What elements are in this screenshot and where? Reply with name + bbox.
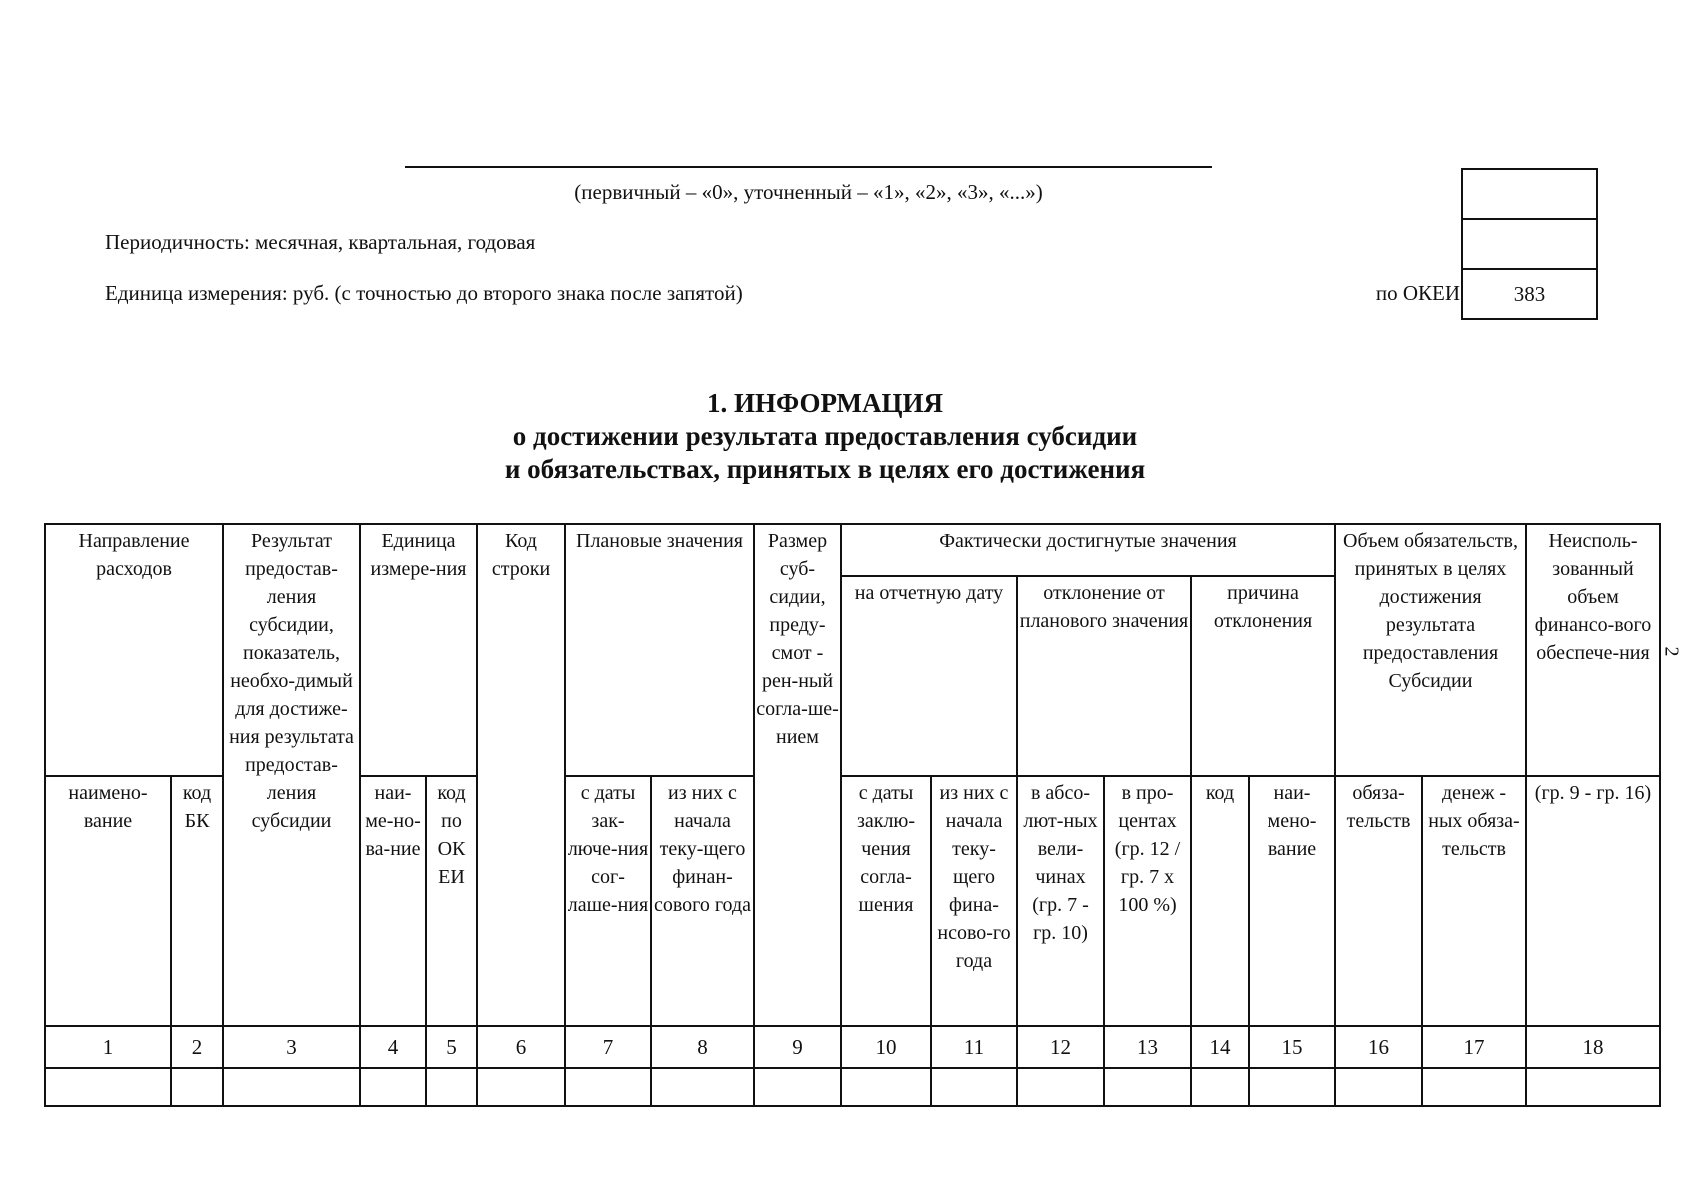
th-unused: Неисполь-зованный объем финансо-вого обеспече-ния: [1526, 524, 1660, 776]
code-box-periodicity: [1463, 220, 1596, 270]
col-number: 5: [426, 1026, 477, 1068]
th-result: Результат предостав-ления субсидии, показатель, необхо-димый для достиже-ния результата предостав-ления субсидии: [223, 524, 360, 1026]
table-row: [45, 1068, 1660, 1106]
th-planned: Плановые значения: [565, 524, 754, 776]
th-actual-from-agreement: с даты заклю-чения согла-шения: [841, 776, 931, 1026]
th-reason: причина отклонения: [1191, 576, 1335, 776]
th-obligations: Объем обязательств, принятых в целях достижения результата предоставления Субсидии: [1335, 524, 1526, 776]
data-cell: [565, 1068, 651, 1106]
col-number: 13: [1104, 1026, 1191, 1068]
th-reason-name: наи-мено-вание: [1249, 776, 1335, 1026]
th-planned-from-agreement: с даты зак-люче-ния сог-лаше-ния: [565, 776, 651, 1026]
data-cell: [1526, 1068, 1660, 1106]
col-number: 12: [1017, 1026, 1104, 1068]
code-box-okei: 383: [1463, 270, 1596, 320]
col-number: 7: [565, 1026, 651, 1068]
data-cell: [754, 1068, 841, 1106]
th-unit-code: код по ОК ЕИ: [426, 776, 477, 1026]
th-direction-name: наимено-вание: [45, 776, 171, 1026]
col-number: 15: [1249, 1026, 1335, 1068]
page-number: 2: [1660, 646, 1683, 657]
col-number: 10: [841, 1026, 931, 1068]
data-cell: [1191, 1068, 1249, 1106]
th-monetary-col: денеж - ных обяза-тельств: [1422, 776, 1526, 1026]
data-cell: [477, 1068, 565, 1106]
data-cell: [841, 1068, 931, 1106]
th-deviation: отклонение от планового значения: [1017, 576, 1191, 776]
okei-label: по ОКЕИ: [1375, 281, 1460, 305]
th-unused-formula: (гр. 9 - гр. 16): [1526, 776, 1660, 1026]
th-planned-from-year: из них с начала теку-щего финан-сового года: [651, 776, 754, 1026]
form-subtitle-1: о достижении результата предоставления субсидии: [512, 421, 1138, 451]
data-cell: [1335, 1068, 1422, 1106]
data-cell: [1422, 1068, 1526, 1106]
col-number: 9: [754, 1026, 841, 1068]
data-cell: [1249, 1068, 1335, 1106]
col-number: 17: [1422, 1026, 1526, 1068]
th-direction-code: код БК: [171, 776, 223, 1026]
col-number: 18: [1526, 1026, 1660, 1068]
unit-label: Единица измерения: руб. (с точностью до второго знака после запятой): [105, 281, 743, 305]
th-direction: Направление расходов: [45, 524, 223, 776]
code-box-version: [1463, 170, 1596, 220]
data-cell: [360, 1068, 426, 1106]
report-table: [44, 523, 1661, 1107]
version-note: (первичный – «0», уточненный – «1», «2», «3», «...»): [574, 180, 1043, 204]
th-reason-code: код: [1191, 776, 1249, 1026]
data-cell: [223, 1068, 360, 1106]
th-actual: Фактически достигнутые значения: [841, 524, 1335, 576]
col-number: 6: [477, 1026, 565, 1068]
col-number: 11: [931, 1026, 1017, 1068]
th-obligations-col: обяза-тельств: [1335, 776, 1422, 1026]
form-title: 1. ИНФОРМАЦИЯ: [707, 388, 943, 418]
th-unit-name: наи-ме-но-ва-ние: [360, 776, 426, 1026]
version-line: [405, 166, 1212, 168]
th-row-code: Код строки: [477, 524, 565, 1026]
th-unit: Единица измере-ния: [360, 524, 477, 776]
periodicity-label: Периодичность: месячная, квартальная, годовая: [105, 230, 536, 254]
th-actual-date: на отчетную дату: [841, 576, 1017, 776]
data-cell: [1017, 1068, 1104, 1106]
data-cell: [426, 1068, 477, 1106]
data-cell: [651, 1068, 754, 1106]
th-deviation-abs: в абсо-лют-ных вели-чинах (гр. 7 - гр. 10): [1017, 776, 1104, 1026]
col-number: 4: [360, 1026, 426, 1068]
col-number: 2: [171, 1026, 223, 1068]
col-number: 3: [223, 1026, 360, 1068]
data-cell: [45, 1068, 171, 1106]
col-number: 8: [651, 1026, 754, 1068]
th-deviation-pct: в про-центах (гр. 12 / гр. 7 х 100 %): [1104, 776, 1191, 1026]
column-numbers-row: [45, 1026, 1660, 1068]
data-cell: [171, 1068, 223, 1106]
code-box: [1461, 168, 1598, 320]
col-number: 16: [1335, 1026, 1422, 1068]
data-cell: [931, 1068, 1017, 1106]
col-number: 1: [45, 1026, 171, 1068]
th-actual-from-year: из них с начала теку-щего фина-нсово-го года: [931, 776, 1017, 1026]
form-subtitle-2: и обязательствах, принятых в целях его достижения: [504, 454, 1146, 484]
th-subsidy-size: Размер суб-сидии, преду-смот - рен-ный согла-ше-нием: [754, 524, 841, 1026]
data-cell: [1104, 1068, 1191, 1106]
col-number: 14: [1191, 1026, 1249, 1068]
